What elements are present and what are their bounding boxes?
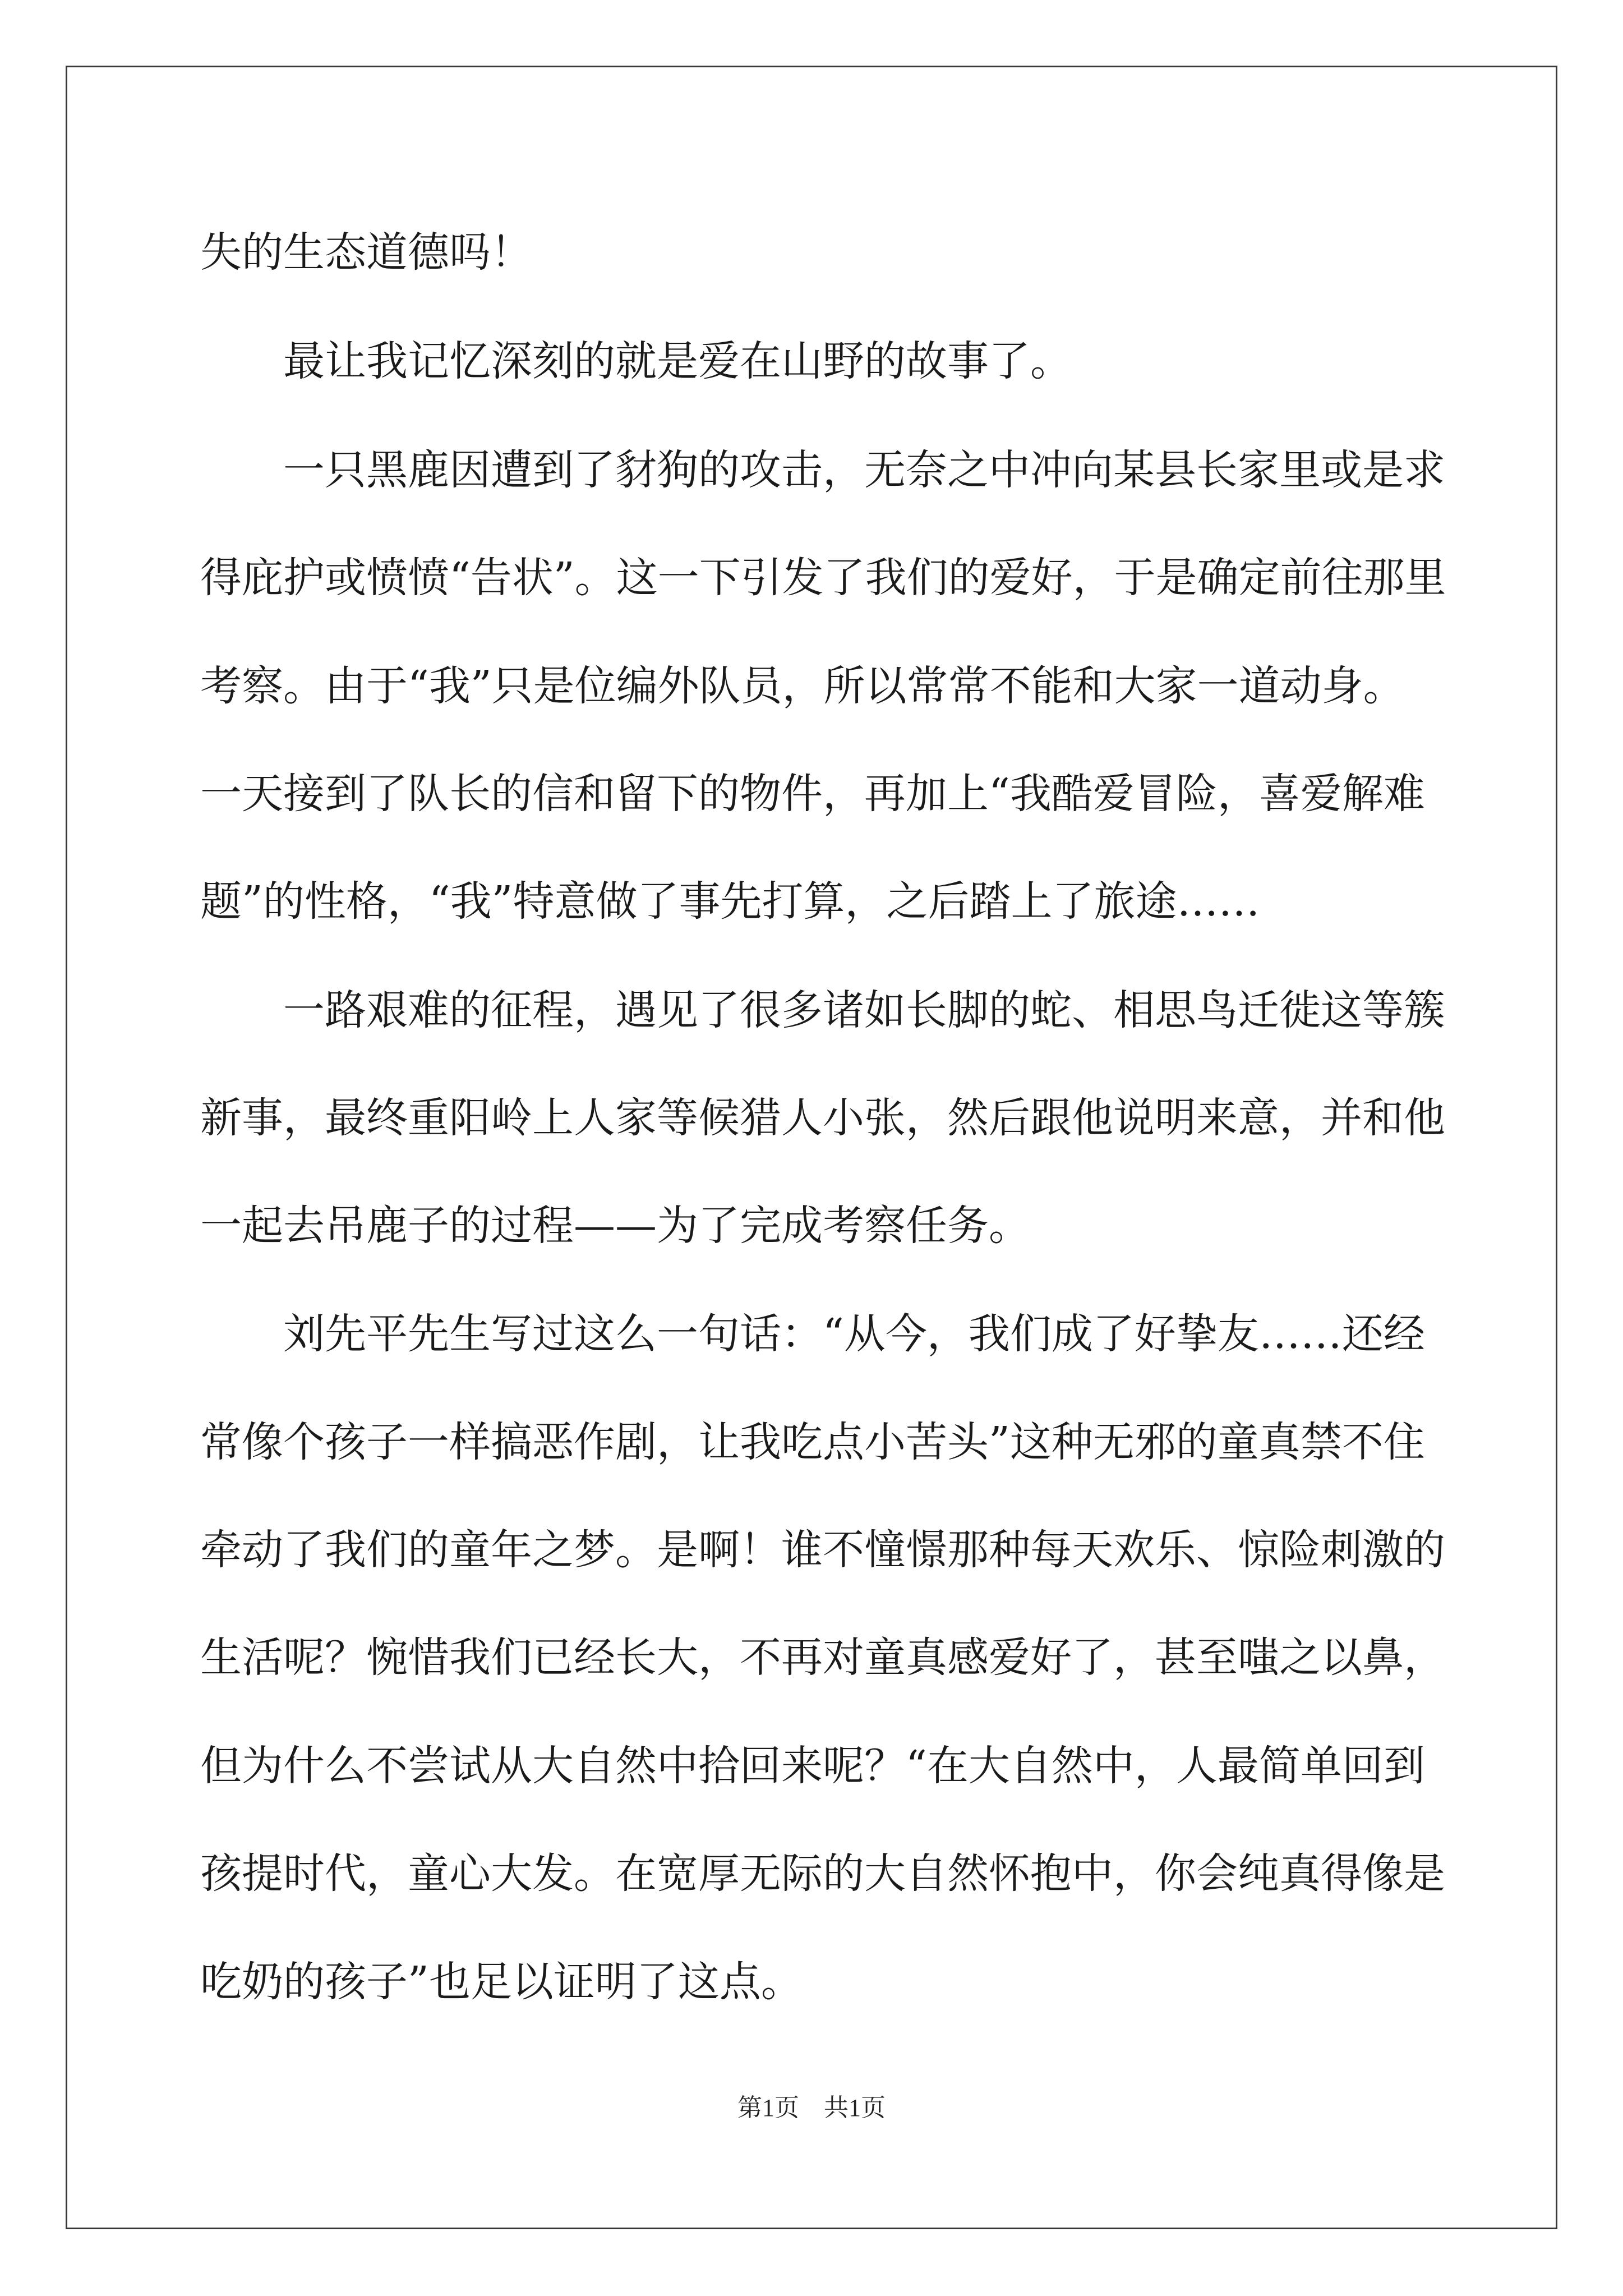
paragraph-line: 一天接到了队长的信和留下的物件，再加上“我酷爱冒险，喜爱解难 <box>200 770 1425 818</box>
page-number: 第1页 <box>737 2094 799 2122</box>
paragraph-line: 考察。由于“我”只是位编外队员，所以常常不能和大家一道动身。 <box>200 662 1405 710</box>
paragraph-line: 题”的性格，“我”特意做了事先打算，之后踏上了旅途…… <box>200 877 1260 926</box>
paragraph-line: 刘先平先生写过这么一句话：“从今，我们成了好挚友……还经 <box>283 1310 1425 1358</box>
page-footer <box>0 2091 1623 2125</box>
paragraph-line: 得庇护或愤愤“告状”。这一下引发了我们的爱好，于是确定前往那里 <box>200 554 1446 602</box>
page-total: 共1页 <box>824 2094 886 2122</box>
paragraph-line: 新事，最终重阳岭上人家等候猎人小张，然后跟他说明来意，并和他 <box>200 1094 1445 1142</box>
page-border <box>66 66 1557 2229</box>
paragraph-line: 常像个孩子一样搞恶作剧，让我吃点小苦头”这种无邪的童真禁不住 <box>200 1418 1425 1466</box>
paragraph-line: 失的生态道德吗！ <box>200 228 532 277</box>
paragraph-line: 吃奶的孩子”也足以证明了这点。 <box>200 1958 803 2006</box>
paragraph-line: 牵动了我们的童年之梦。是啊！谁不憧憬那种每天欢乐、惊险刺激的 <box>200 1526 1445 1574</box>
paragraph-line: 但为什么不尝试从大自然中拾回来呢？“在大自然中，人最简单回到 <box>200 1742 1425 1790</box>
paragraph-line: 孩提时代，童心大发。在宽厚无际的大自然怀抱中，你会纯真得像是 <box>200 1849 1445 1898</box>
paragraph-line: 一只黑鹿因遭到了豺狗的攻击，无奈之中冲向某县长家里或是求 <box>283 446 1445 494</box>
paragraph-line: 最让我记忆深刻的就是爱在山野的故事了。 <box>283 337 1072 385</box>
paragraph-line: 一起去吊鹿子的过程——为了完成考察任务。 <box>200 1202 1030 1250</box>
paragraph-line: 一路艰难的征程，遇见了很多诸如长脚的蛇、相思鸟迁徙这等簇 <box>283 986 1445 1034</box>
paragraph-line: 生活呢？惋惜我们已经长大，不再对童真感爱好了，甚至嗤之以鼻， <box>200 1634 1445 1682</box>
